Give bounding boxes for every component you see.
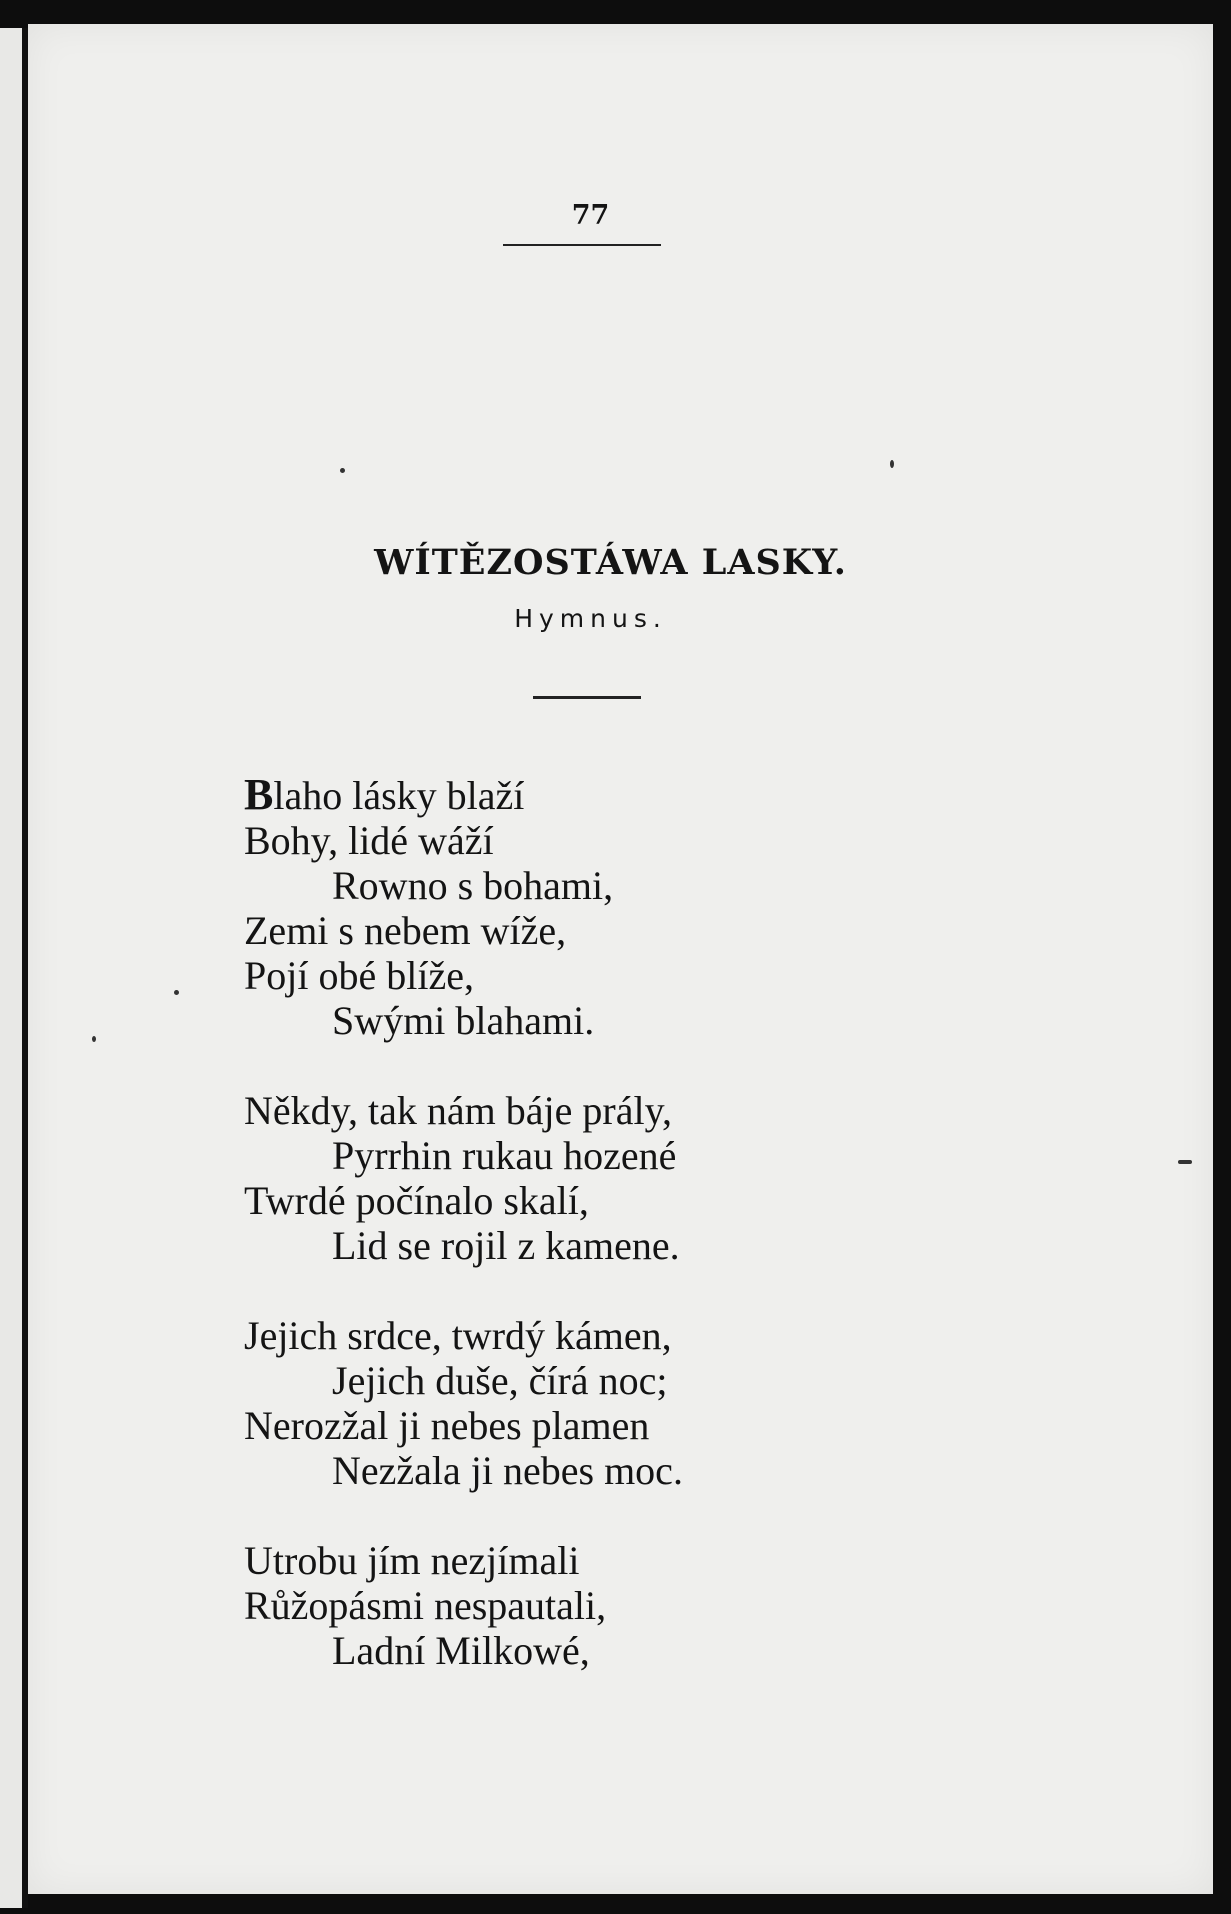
page-number: 77	[571, 200, 610, 231]
poem-title: WÍTĚZOSTÁWA LASKY.	[374, 542, 847, 583]
initial-letter: B	[244, 770, 274, 819]
stanza	[244, 1313, 683, 1493]
poem-body	[244, 772, 683, 1718]
poem-line: Lid se rojil z kamene.	[332, 1223, 680, 1268]
poem-line: Nerozžal ji nebes plamen	[244, 1403, 650, 1448]
poem-line: Někdy, tak nám báje prály,	[244, 1088, 672, 1133]
poem-line: Jejich srdce, twrdý kámen,	[244, 1313, 672, 1358]
stanza	[244, 772, 683, 1043]
poem-line: Utrobu jím nezjímali	[244, 1538, 580, 1583]
poem-line: Twrdé počínalo skalí,	[244, 1178, 589, 1223]
poem-line: Blaho lásky blaží	[244, 770, 525, 819]
page-content	[28, 24, 1213, 1894]
header-rule	[503, 244, 661, 246]
ink-speck	[890, 460, 894, 468]
ink-speck	[340, 468, 345, 473]
poem-line: Bohy, lidé wáží	[244, 818, 494, 863]
poem-line: Zemi s nebem wíže,	[244, 908, 567, 953]
poem-line: Swými blahami.	[332, 998, 595, 1043]
title-rule	[533, 696, 641, 699]
poem-line: Pojí obé blíže,	[244, 953, 474, 998]
poem-line: Rowno s bohami,	[332, 863, 614, 908]
book-page	[28, 24, 1213, 1894]
stanza	[244, 1538, 683, 1673]
ink-speck	[174, 990, 179, 995]
ink-speck	[1178, 1160, 1192, 1164]
poem-line: Nezžala ji nebes moc.	[332, 1448, 683, 1493]
poem-line: Ladní Milkowé,	[332, 1628, 590, 1673]
poem-line: Růžopásmi nespautali,	[244, 1583, 607, 1628]
poem-line: Pyrrhin rukau hozené	[332, 1133, 677, 1178]
poem-subtitle: Hymnus.	[514, 604, 667, 633]
ink-speck	[92, 1036, 96, 1042]
poem-line: Jejich duše, čírá noc;	[332, 1358, 668, 1403]
previous-page-edge	[0, 28, 22, 1908]
stanza	[244, 1088, 683, 1268]
